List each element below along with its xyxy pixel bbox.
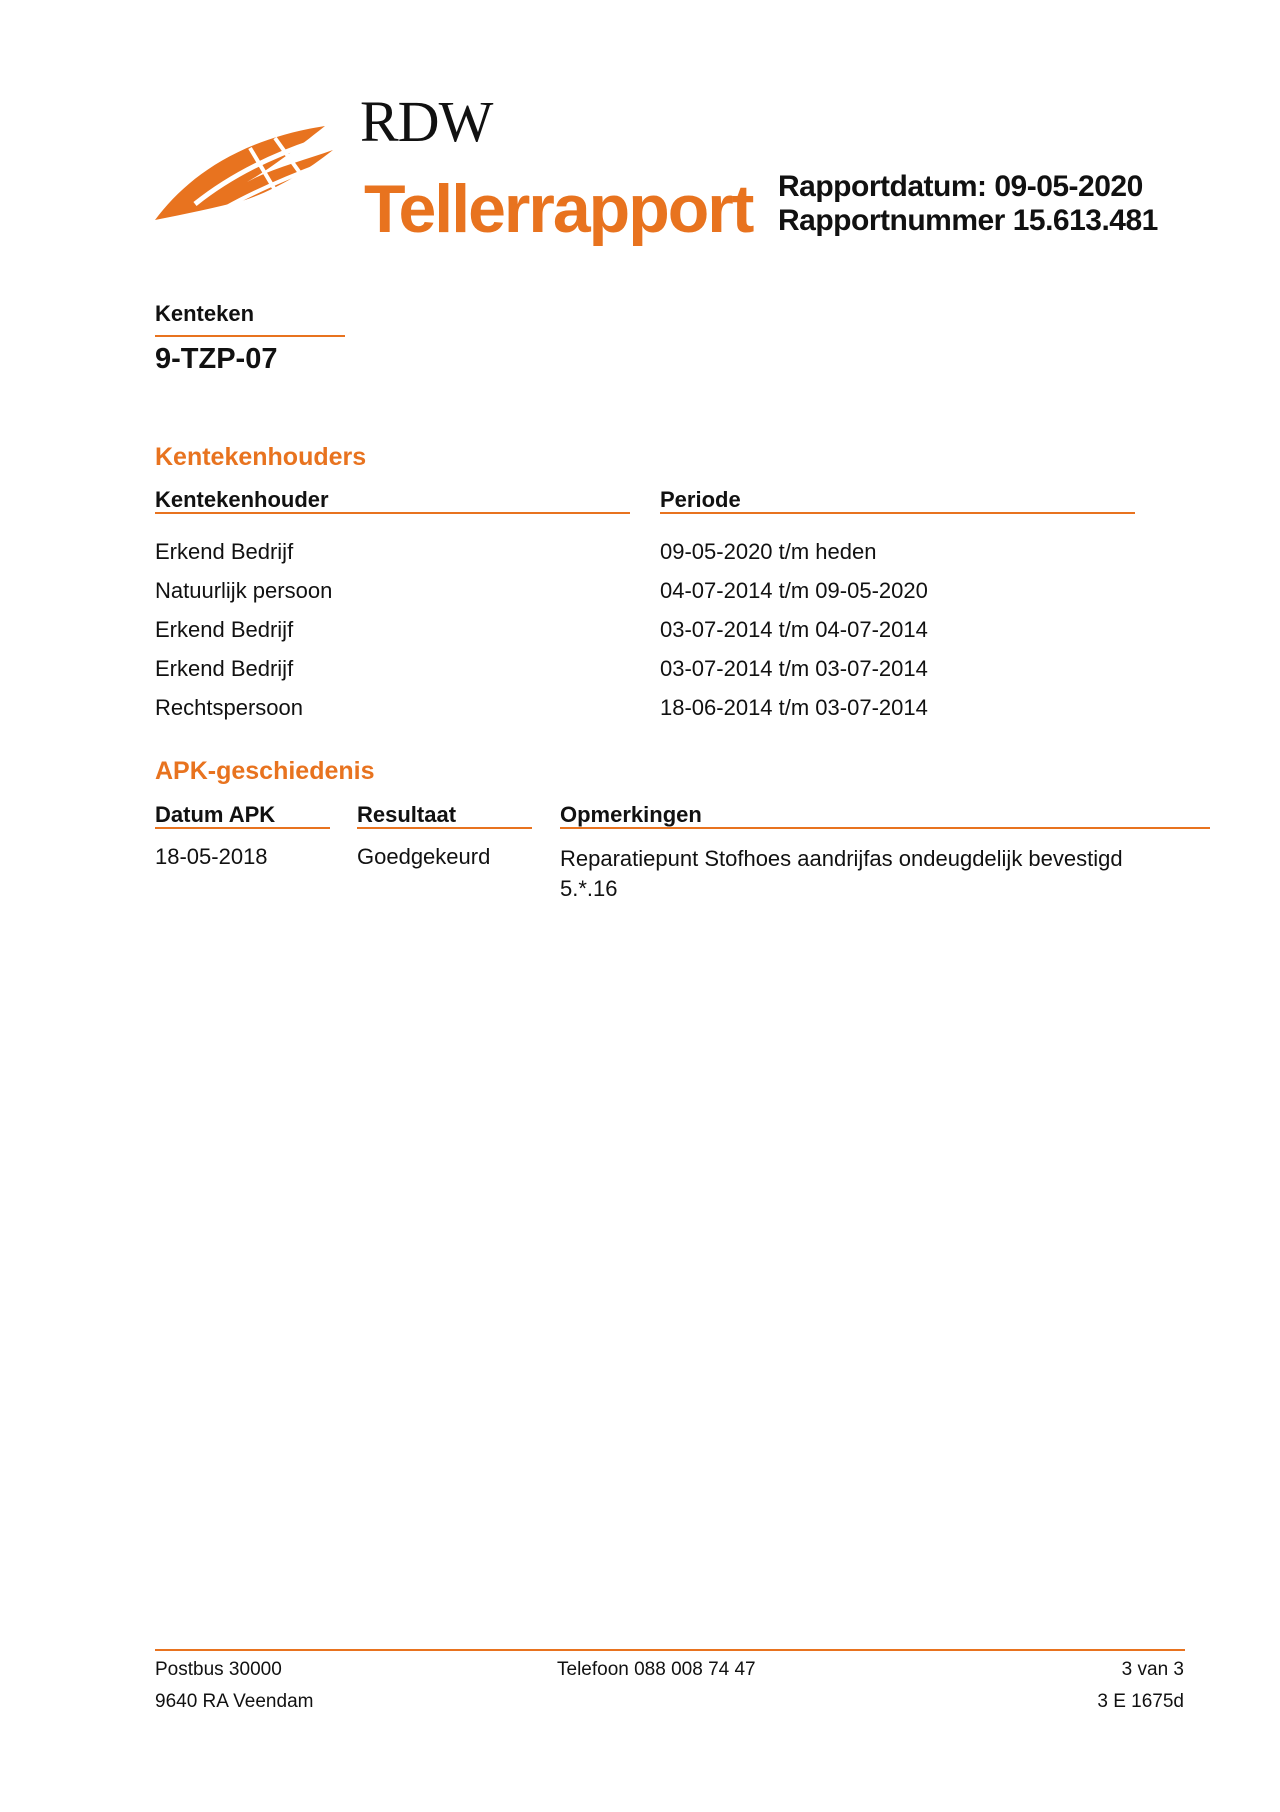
result-divider	[357, 827, 532, 829]
brand-name: RDW	[360, 89, 493, 154]
column-header-notes: Opmerkingen	[560, 802, 702, 827]
notes-code: 5.*.16	[560, 876, 618, 901]
table-row	[155, 617, 1075, 647]
apk-date-divider	[155, 827, 330, 829]
apk-date-cell: 18-05-2018	[155, 844, 268, 869]
period-cell: 04-07-2014 t/m 09-05-2020	[660, 578, 928, 603]
report-number	[778, 204, 1158, 238]
holder-cell: Erkend Bedrijf	[155, 656, 294, 681]
report-date-label: Rapportdatum:	[778, 170, 987, 203]
table-row	[155, 844, 1205, 904]
table-row	[155, 539, 1075, 569]
notes-divider	[560, 827, 1210, 829]
holder-cell: Rechtspersoon	[155, 695, 303, 720]
column-header-result: Resultaat	[357, 802, 457, 827]
notes-cell	[560, 844, 1200, 904]
period-column-divider	[660, 512, 1135, 514]
apk-section-title: APK-geschiedenis	[155, 757, 375, 785]
footer-document-code: 3 E 1675d	[1097, 1691, 1184, 1712]
report-number-label: Rapportnummer	[778, 204, 1005, 237]
plate-divider	[155, 335, 345, 337]
holder-cell: Erkend Bedrijf	[155, 539, 294, 564]
period-cell: 09-05-2020 t/m heden	[660, 539, 877, 564]
report-date	[778, 170, 1143, 204]
holders-section-title: Kentekenhouders	[155, 443, 367, 471]
holder-cell: Erkend Bedrijf	[155, 617, 294, 642]
rdw-logo-icon	[155, 120, 335, 228]
page-title: Tellerrapport	[364, 171, 753, 247]
footer-address-line1: Postbus 30000	[155, 1659, 282, 1680]
plate-value: 9-TZP-07	[155, 343, 278, 375]
column-header-period: Periode	[660, 487, 741, 512]
table-row	[155, 695, 1075, 725]
footer-phone: Telefoon 088 008 74 47	[557, 1659, 756, 1680]
report-date-value: 09-05-2020	[994, 170, 1143, 203]
footer-address-line2: 9640 RA Veendam	[155, 1691, 314, 1712]
result-cell: Goedgekeurd	[357, 844, 491, 869]
period-cell: 03-07-2014 t/m 04-07-2014	[660, 617, 928, 642]
column-header-apk-date: Datum APK	[155, 802, 276, 827]
footer-page-number: 3 van 3	[1121, 1659, 1184, 1680]
report-number-value: 15.613.481	[1012, 204, 1158, 237]
plate-label: Kenteken	[155, 301, 255, 326]
table-row	[155, 578, 1075, 608]
period-cell: 18-06-2014 t/m 03-07-2014	[660, 695, 928, 720]
holder-cell: Natuurlijk persoon	[155, 578, 333, 603]
column-header-holder: Kentekenhouder	[155, 487, 329, 512]
notes-text: Reparatiepunt Stofhoes aandrijfas ondeugdelijk bevestigd	[560, 846, 1123, 871]
period-cell: 03-07-2014 t/m 03-07-2014	[660, 656, 928, 681]
table-row	[155, 656, 1075, 686]
holder-column-divider	[155, 512, 630, 514]
footer-divider	[155, 1649, 1185, 1651]
